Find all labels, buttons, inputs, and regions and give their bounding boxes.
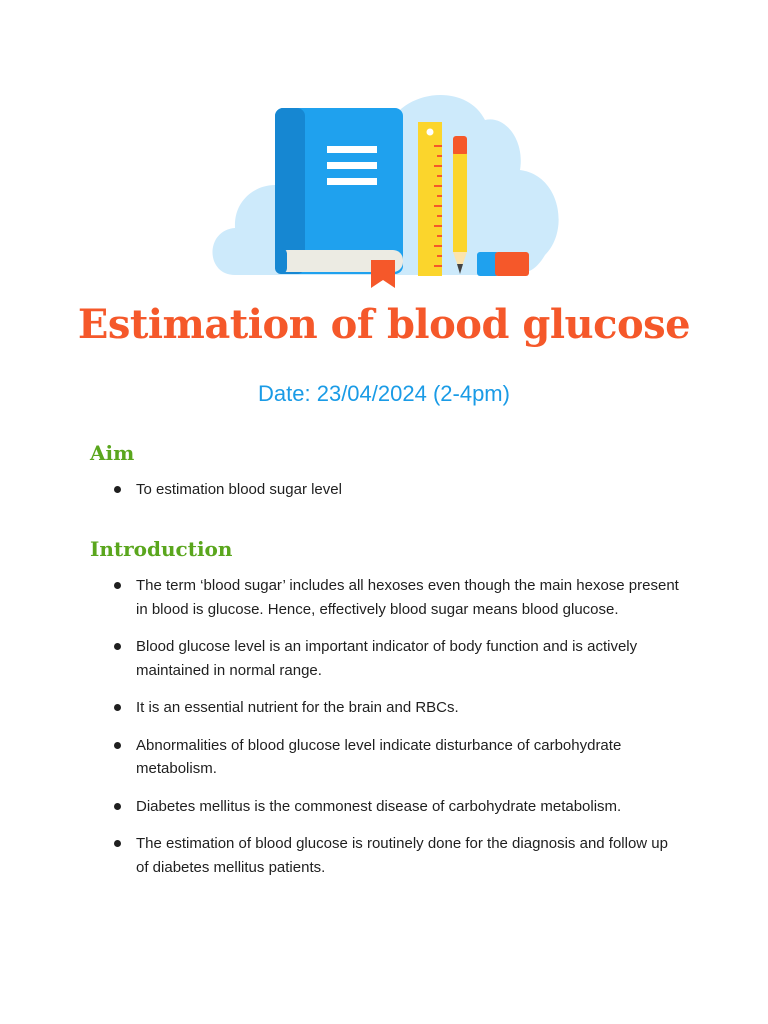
page-title: Estimation of blood glucose <box>77 301 691 348</box>
list-item <box>0 795 768 819</box>
bullet-icon <box>114 582 121 589</box>
list-item-text: The term ‘blood sugar’ includes all hexoses even though the main hexose present in blood is glucose. Hence, effectively blood sugar means blood glucose. <box>136 577 679 618</box>
bullet-icon <box>114 742 121 749</box>
list-item <box>0 635 768 682</box>
list-item-text: Abnormalities of blood glucose level indicate disturbance of carbohydrate metabolism. <box>136 736 622 777</box>
bullet-icon <box>114 803 121 810</box>
list-item <box>0 574 768 621</box>
list-item-text: The estimation of blood glucose is routinely done for the diagnosis and follow up of diabetes mellitus patients. <box>136 835 668 876</box>
book-icon <box>275 108 403 288</box>
list-item <box>0 696 768 720</box>
session-date: Date: 23/04/2024 (2-4pm) <box>258 381 510 406</box>
list-item-text: Diabetes mellitus is the commonest disease of carbohydrate metabolism. <box>136 797 622 815</box>
list-item-text: It is an essential nutrient for the brain and RBCs. <box>136 699 459 716</box>
section-heading-introduction: Introduction <box>90 537 233 561</box>
ruler-icon <box>418 122 442 276</box>
list-item-text: Blood glucose level is an important indicator of body function and is actively maintained in normal range. <box>136 638 638 679</box>
list-item <box>0 734 768 781</box>
introduction-list <box>0 574 768 893</box>
pencil-icon <box>453 136 467 274</box>
bullet-icon <box>114 643 121 650</box>
eraser-icon <box>477 252 529 276</box>
list-item-text: To estimation blood sugar level <box>136 481 342 498</box>
aim-list <box>0 478 768 516</box>
header-illustration <box>205 80 565 290</box>
bullet-icon <box>114 486 121 493</box>
bullet-icon <box>114 704 121 711</box>
list-item <box>0 478 768 502</box>
illustration-svg <box>205 80 565 290</box>
bullet-icon <box>114 840 121 847</box>
list-item <box>0 832 768 879</box>
section-heading-aim: Aim <box>90 441 135 465</box>
